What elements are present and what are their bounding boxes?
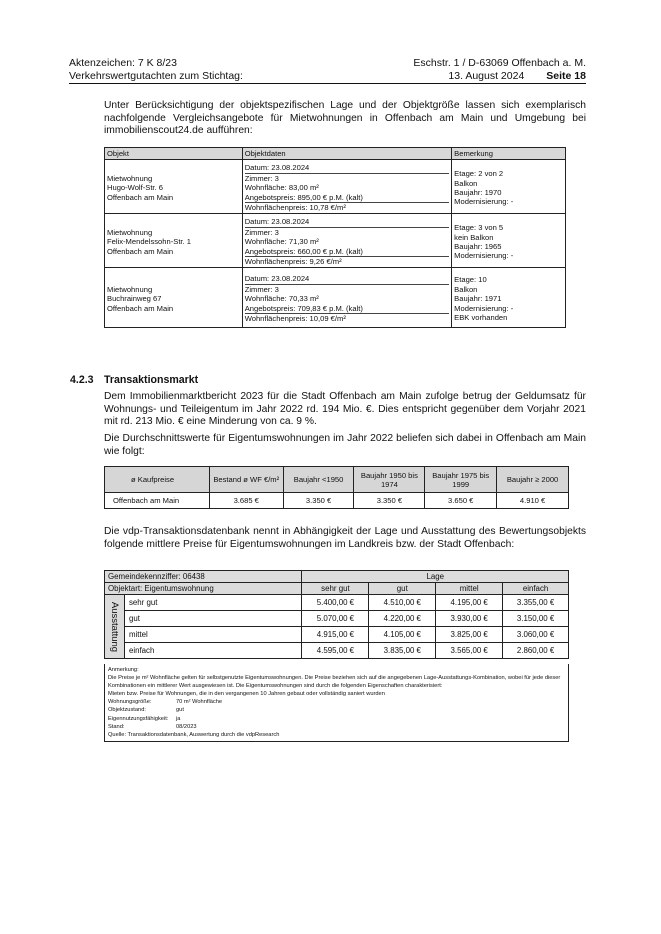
- table-cell: 5.070,00 €: [302, 611, 369, 627]
- cell-line: Angebotspreis: 895,00 € p.M. (kalt): [245, 193, 449, 203]
- cell-line: Mietwohnung: [107, 284, 153, 294]
- cell-line: Offenbach am Main: [107, 303, 174, 313]
- notes-key: Objektzustand:: [108, 707, 146, 714]
- notes-value: gut: [176, 707, 184, 714]
- municipality-code: Gemeindekennziffer: 06438: [105, 571, 302, 583]
- notes-value: 08/2023: [176, 723, 197, 730]
- object-type: Objektart: Eigentumswohnung: [105, 583, 302, 595]
- report-title: Verkehrswertgutachten zum Stichtag:: [69, 70, 243, 82]
- object-cell: [105, 214, 243, 268]
- table-cell: 5.400,00 €: [302, 595, 369, 611]
- column-header: ø Kaufpreise: [105, 467, 210, 493]
- notes-key: Stand:: [108, 723, 125, 730]
- cell-line: Modernisierung: -: [454, 197, 514, 207]
- cell-line: Baujahr: 1970: [454, 187, 502, 197]
- column-header: Bemerkung: [452, 148, 566, 160]
- notes-text: Die Preise je m² Wohnfläche gelten für selbstgenutzte Eigentumswohnungen. Die Preise beziehen sich auf die angegebenen Lage-Ausstattungs-Kombination, wobei für jede dieser Kombinationen ein mittlerer Wert ausgewiesen ist. Die Eigentumswohnungen sind durch die folgenden Eigenschaften charakterisiert:: [108, 675, 561, 690]
- cell-line: kein Balkon: [454, 232, 494, 242]
- table-row: [105, 643, 569, 659]
- table-cell: 4.105,00 €: [369, 627, 436, 643]
- notes-key: Eigennutzungsfähigkeit:: [108, 715, 169, 722]
- cell-line: Etage: 10: [454, 275, 487, 285]
- page-header-line-1: [69, 57, 586, 71]
- section-title: Transaktionsmarkt: [104, 374, 199, 386]
- object-data-cell: [242, 268, 451, 328]
- cell-line: Balkon: [454, 178, 478, 188]
- table-cell: 3.150,00 €: [503, 611, 569, 627]
- table-cell: 4.195,00 €: [436, 595, 503, 611]
- column-header: mittel: [436, 583, 503, 595]
- table-row: [105, 583, 569, 595]
- cell-line: Datum: 23.08.2024: [245, 217, 449, 227]
- table-row: [105, 160, 566, 214]
- notes-key: Wohnungsgröße:: [108, 699, 152, 706]
- cell-line: Offenbach am Main: [107, 246, 174, 256]
- cell-line: Datum: 23.08.2024: [245, 163, 449, 173]
- cell-line: EBK vorhanden: [454, 313, 508, 323]
- rental-offers-table: [104, 147, 566, 328]
- notes-line: Mieten bzw. Preise für Wohnungen, die in den vergangenen 10 Jahren gebaut oder vollständig saniert wurden: [108, 691, 385, 698]
- table-cell: 3.060,00 €: [503, 627, 569, 643]
- table-cell: 4.595,00 €: [302, 643, 369, 659]
- cell-line: Wohnflächenpreis: 10,78 €/m²: [244, 203, 346, 213]
- table-cell: 4.910 €: [497, 493, 569, 509]
- column-header: Objekt: [105, 148, 243, 160]
- column-header: Baujahr <1950: [283, 467, 354, 493]
- transaction-paragraph-2: Die Durchschnittswerte für Eigentumswohnungen im Jahr 2022 beliefen sich dabei in Offenbach am Main wie folgt:: [104, 433, 586, 457]
- column-header: Baujahr 1975 bis 1999: [425, 467, 497, 493]
- header-date-page: [448, 70, 586, 83]
- cell-line: Etage: 3 von 5: [454, 223, 504, 233]
- cell-line: Felix-Mendelssohn-Str. 1: [107, 237, 191, 247]
- notes-title: Anmerkung:: [108, 667, 139, 673]
- table-cell: 3.835,00 €: [369, 643, 436, 659]
- cell-line: Wohnfläche: 71,30 m²: [244, 237, 319, 247]
- object-cell: [105, 160, 243, 214]
- table-row: [105, 571, 569, 583]
- notes-item: [108, 723, 565, 731]
- remark-cell: [452, 268, 566, 328]
- notes-box: [104, 664, 569, 742]
- object-cell: [105, 268, 243, 328]
- column-header: sehr gut: [302, 583, 369, 595]
- row-label: gut: [124, 611, 302, 627]
- table-row: [105, 268, 566, 328]
- cell-line: Wohnfläche: 70,33 m²: [244, 294, 319, 304]
- table-cell: 4.510,00 €: [369, 595, 436, 611]
- cell-line: Buchrainweg 67: [107, 294, 162, 304]
- row-label: sehr gut: [124, 595, 302, 611]
- notes-item: [108, 715, 565, 723]
- row-label: einfach: [124, 643, 302, 659]
- cell-line: Mietwohnung: [107, 173, 153, 183]
- cell-line: Zimmer: 3: [244, 227, 279, 237]
- table-cell: 4.915,00 €: [302, 627, 369, 643]
- table-cell: 2.860,00 €: [503, 643, 569, 659]
- average-prices-table: [104, 466, 569, 509]
- table-cell: 3.565,00 €: [436, 643, 503, 659]
- report-date: 13. August 2024: [448, 70, 525, 82]
- table-row: [105, 627, 569, 643]
- column-header: Objektdaten: [242, 148, 451, 160]
- case-number: Aktenzeichen: 7 K 8/23: [69, 57, 177, 69]
- table-cell: 3.650 €: [425, 493, 497, 509]
- cell-line: Wohnflächenpreis: 10,09 €/m²: [244, 314, 346, 324]
- cell-line: Offenbach am Main: [107, 192, 174, 202]
- cell-line: Etage: 2 von 2: [454, 169, 504, 179]
- notes-value: ja: [176, 715, 181, 722]
- notes-source: Quelle: Transaktionsdatenbank, Auswertung durch die vdpResearch: [108, 731, 280, 738]
- vdp-price-matrix: [104, 570, 569, 659]
- office-address: Eschstr. 1 / D-63069 Offenbach a. M.: [413, 57, 586, 69]
- table-cell: 4.220,00 €: [369, 611, 436, 627]
- table-cell: 3.930,00 €: [436, 611, 503, 627]
- cell-line: Angebotspreis: 709,83 € p.M. (kalt): [245, 304, 449, 314]
- transaction-paragraph-1: Dem Immobilienmarktbericht 2023 für die Stadt Offenbach am Main zufolge betrug der Geldumsatz für Wohnungs- und Teileigentum im Jahr 2022 rd. 194 Mio. €. Dies entspricht gegenüber dem Vorjahr 2021 mit rd. 213 Mio. € eine Minderung von ca. 9 %.: [104, 391, 586, 427]
- cell-line: Baujahr: 1971: [454, 294, 502, 304]
- cell-line: Balkon: [454, 284, 478, 294]
- cell-line: Mietwohnung: [107, 227, 153, 237]
- intro-paragraph: Unter Berücksichtigung der objektspezifischen Lage und der Objektgröße lassen sich exemplarisch nachfolgende Vergleichsangebote für Mietwohnungen in Offenbach am Main und Umgebung bei immobilienscout24.de aufführen:: [104, 100, 586, 136]
- notes-item: [108, 698, 565, 706]
- table-row: [105, 595, 569, 611]
- cell-line: Datum: 23.08.2024: [245, 274, 449, 284]
- column-header: Baujahr 1950 bis 1974: [354, 467, 425, 493]
- table-cell: 3.355,00 €: [503, 595, 569, 611]
- table-row: [105, 214, 566, 268]
- notes-value: 70 m² Wohnfläche: [176, 699, 223, 706]
- page-header-line-2: [69, 70, 586, 84]
- remark-cell: [452, 160, 566, 214]
- table-row: [105, 611, 569, 627]
- column-header: Bestand ø WF €/m²: [209, 467, 283, 493]
- cell-line: Wohnfläche: 83,00 m²: [244, 183, 319, 193]
- section-heading: [70, 374, 198, 386]
- table-cell: 3.350 €: [354, 493, 425, 509]
- cell-line: Wohnflächenpreis: 9,26 €/m²: [244, 257, 342, 267]
- column-header: gut: [369, 583, 436, 595]
- vdp-paragraph: Die vdp-Transaktionsdatenbank nennt in Abhängigkeit der Lage und Ausstattung des Bewertungsobjekts folgende mittlere Preise für Eigentumswohnungen im Landkreis bzw. der Stadt Offenbach:: [104, 526, 586, 550]
- equipment-label: Ausstattung: [109, 601, 121, 652]
- table-header-row: [105, 148, 566, 160]
- table-cell: 3.825,00 €: [436, 627, 503, 643]
- section-number: 4.2.3: [70, 374, 94, 386]
- column-header: Baujahr ≥ 2000: [497, 467, 569, 493]
- location-header: Lage: [302, 571, 569, 583]
- page-number: Seite 18: [546, 70, 586, 82]
- row-label: mittel: [124, 627, 302, 643]
- object-data-cell: [242, 160, 451, 214]
- cell-line: Angebotspreis: 660,00 € p.M. (kalt): [245, 247, 449, 257]
- cell-line: Modernisierung: -: [454, 251, 514, 261]
- cell-line: Zimmer: 3: [244, 284, 279, 294]
- table-cell: Offenbach am Main: [105, 493, 210, 509]
- column-header: einfach: [503, 583, 569, 595]
- notes-item: [108, 706, 565, 714]
- cell-line: Zimmer: 3: [244, 173, 279, 183]
- table-cell: 3.350 €: [283, 493, 354, 509]
- remark-cell: [452, 214, 566, 268]
- cell-line: Hugo-Wolf-Str. 6: [107, 183, 163, 193]
- table-header-row: [105, 467, 569, 493]
- object-data-cell: [242, 214, 451, 268]
- cell-line: Modernisierung: -: [454, 303, 514, 313]
- cell-line: Baujahr: 1965: [454, 241, 502, 251]
- table-row: [105, 493, 569, 509]
- table-cell: 3.685 €: [209, 493, 283, 509]
- equipment-header: [105, 595, 125, 659]
